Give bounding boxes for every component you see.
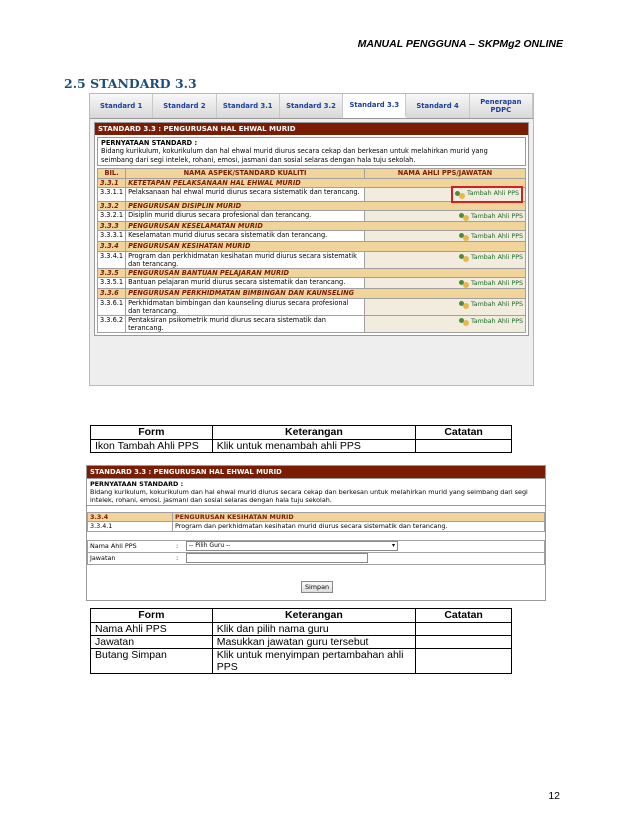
aspect-detail-table xyxy=(87,512,545,532)
tab-standard[interactable]: Standard 4 xyxy=(406,94,469,118)
aspect-text: Keselamatan murid diurus secara sistematik dan terancang. xyxy=(126,231,365,242)
col-aspect: NAMA ASPEK/STANDARD KUALITI xyxy=(126,169,365,179)
tab-standard[interactable]: Standard 2 xyxy=(153,94,216,118)
form-table-1 xyxy=(90,425,512,453)
add-people-icon xyxy=(459,280,469,288)
section-row xyxy=(98,222,526,231)
aspect-row xyxy=(98,251,526,268)
row-number: 3.3.1.1 xyxy=(98,188,126,201)
row-number: 3.3.6.2 xyxy=(98,316,126,333)
table-header: Keterangan xyxy=(212,609,415,623)
col-member: NAMA AHLI PPS/JAWATAN xyxy=(365,169,526,179)
row-number: 3.3.6.1 xyxy=(98,298,126,315)
aspect-row xyxy=(98,210,526,221)
row-number: 3.3.5 xyxy=(98,269,126,278)
col-bil: BIL. xyxy=(98,169,126,179)
manual-header: MANUAL PENGGUNA – SKPMg2 ONLINE xyxy=(357,38,563,50)
add-member-label: Tambah Ahli PPS xyxy=(470,253,523,261)
tab-standard[interactable]: Standard 3.3 xyxy=(343,94,406,118)
statement-heading: PERNYATAAN STANDARD : xyxy=(90,480,184,488)
table-cell: Klik untuk menyimpan pertambahan ahli PPS xyxy=(212,649,415,674)
aspect-text: Disiplin murid diurus secara profesional dan terancang. xyxy=(126,210,365,221)
table-row xyxy=(91,440,512,453)
row-number: 3.3.3.1 xyxy=(98,231,126,242)
table-cell: Ikon Tambah Ahli PPS xyxy=(91,440,213,453)
colon: : xyxy=(176,541,179,550)
colon: : xyxy=(176,553,179,562)
statement-text: Bidang kurikulum, kokurikulum dan hal ehwal murid diurus secara cekap dan berkesan untuk melahirkan murid yang seimbang dari segi intelek, rohani, emosi, jasmani dan sosial selaras dengan hala tuju sekolah. xyxy=(90,488,528,504)
add-member-button[interactable] xyxy=(459,231,523,241)
aspect-text: Program dan perkhidmatan kesihatan murid diurus secara sistematik dan terancang. xyxy=(126,251,365,268)
statement-text: Bidang kurikulum, kokurikulum dan hal ehwal murid diurus secara cekap dan berkesan untuk melahirkan murid yang seimbang dari segi intelek, rohani, emosi, jasmani dan sosial selaras dengan hala tuju sekolah. xyxy=(101,147,488,164)
section-name: PENGURUSAN KESIHATAN MURID xyxy=(126,242,526,251)
aspect-text: Pelaksanaan hal ehwal murid diurus secara sistematik dan terancang. xyxy=(126,188,365,201)
add-people-icon xyxy=(459,301,469,309)
form-table-2 xyxy=(90,608,512,674)
section-name: KETETAPAN PELAKSANAAN HAL EHWAL MURID xyxy=(126,179,526,188)
row-number: 3.3.1 xyxy=(98,179,126,188)
section-name: PENGURUSAN BANTUAN PELAJARAN MURID xyxy=(126,269,526,278)
aspect-row xyxy=(98,316,526,333)
teacher-select-value: -- Pilih Guru -- xyxy=(189,542,231,550)
section-title: 2.5 STANDARD 3.3 xyxy=(64,76,197,91)
table-header: Form xyxy=(91,609,213,623)
dropdown-arrow-icon: ▾ xyxy=(391,542,395,550)
table-cell: Klik dan pilih nama guru xyxy=(212,623,415,636)
table-row xyxy=(91,636,512,649)
table-cell xyxy=(416,623,512,636)
table-header: Catatan xyxy=(416,426,512,440)
section-row xyxy=(98,201,526,210)
row-number: 3.3.3 xyxy=(98,222,126,231)
section-name: PENGURUSAN KESELAMATAN MURID xyxy=(126,222,526,231)
aspect-row xyxy=(98,188,526,201)
table-row xyxy=(91,649,512,674)
section-name: PENGURUSAN PERKHIDMATAN BIMBINGAN DAN KAUNSELING xyxy=(126,289,526,298)
add-people-icon xyxy=(459,318,469,326)
standard-statement xyxy=(87,478,545,506)
aspect-row xyxy=(98,298,526,315)
aspect-table xyxy=(97,168,526,333)
add-member-button[interactable] xyxy=(459,299,523,309)
add-member-button[interactable] xyxy=(459,278,523,288)
panel-title: STANDARD 3.3 : PENGURUSAN HAL EHWAL MURID xyxy=(87,466,545,478)
standard-panel xyxy=(94,122,529,336)
item-number: 3.3.4.1 xyxy=(88,522,173,531)
table-row xyxy=(91,623,512,636)
row-number: 3.3.5.1 xyxy=(98,278,126,289)
add-member-form xyxy=(87,540,545,565)
teacher-select[interactable] xyxy=(186,541,398,551)
tab-standard[interactable]: Standard 3.1 xyxy=(217,94,280,118)
tab-standard[interactable]: Standard 1 xyxy=(90,94,153,118)
position-label: Jawatan xyxy=(90,553,116,562)
position-input[interactable] xyxy=(186,553,368,563)
section-row xyxy=(98,269,526,278)
section-row xyxy=(98,242,526,251)
table-cell: Jawatan xyxy=(91,636,213,649)
aspect-text: Perkhidmatan bimbingan dan kaunseling diurus secara profesional dan terancang. xyxy=(126,298,365,315)
table-cell: Masukkan jawatan guru tersebut xyxy=(212,636,415,649)
add-member-button[interactable] xyxy=(453,188,521,200)
table-header: Catatan xyxy=(416,609,512,623)
aspect-row xyxy=(98,278,526,289)
panel-title: STANDARD 3.3 : PENGURUSAN HAL EHWAL MURID xyxy=(95,123,528,135)
row-number: 3.3.6 xyxy=(98,289,126,298)
add-member-label: Tambah Ahli PPS xyxy=(470,280,523,288)
aspect-row xyxy=(98,231,526,242)
add-people-icon xyxy=(459,213,469,221)
add-member-label: Tambah Ahli PPS xyxy=(470,300,523,308)
table-cell xyxy=(416,440,512,453)
tab-standard[interactable]: Penerapan PDPC xyxy=(470,94,533,118)
table-header: Keterangan xyxy=(212,426,415,440)
standard-tabs xyxy=(90,94,533,119)
section-number: 3.3.4 xyxy=(88,513,173,522)
add-member-button[interactable] xyxy=(459,252,523,262)
standard-screenshot xyxy=(89,93,534,386)
section-name: PENGURUSAN DISIPLIN MURID xyxy=(126,201,526,210)
row-number: 3.3.4 xyxy=(98,242,126,251)
add-people-icon xyxy=(459,254,469,262)
add-member-label: Tambah Ahli PPS xyxy=(470,318,523,326)
add-people-icon xyxy=(459,233,469,241)
table-cell xyxy=(416,649,512,674)
standard-statement xyxy=(97,137,526,166)
row-number: 3.3.2 xyxy=(98,201,126,210)
add-member-button[interactable] xyxy=(459,316,523,326)
item-text: Program dan perkhidmatan kesihatan murid diurus secara sistematik dan terancang. xyxy=(173,522,545,531)
add-people-icon xyxy=(455,191,465,199)
section-row xyxy=(98,179,526,188)
tab-standard[interactable]: Standard 3.2 xyxy=(280,94,343,118)
member-name-label: Nama Ahli PPS xyxy=(90,541,137,550)
aspect-text: Pentaksiran psikometrik murid diurus secara sistematik dan terancang. xyxy=(126,316,365,333)
table-header: Form xyxy=(91,426,213,440)
section-row xyxy=(98,289,526,298)
table-cell: Butang Simpan xyxy=(91,649,213,674)
table-cell xyxy=(416,636,512,649)
section-name: PENGURUSAN KESIHATAN MURID xyxy=(173,513,545,522)
page-number: 12 xyxy=(548,790,560,802)
statement-heading: PERNYATAAN STANDARD : xyxy=(101,139,198,147)
save-button[interactable]: Simpan xyxy=(301,581,333,593)
row-number: 3.3.4.1 xyxy=(98,251,126,268)
add-member-label: Tambah Ahli PPS xyxy=(470,212,523,220)
add-member-label: Tambah Ahli PPS xyxy=(466,190,519,198)
add-member-label: Tambah Ahli PPS xyxy=(470,233,523,241)
aspect-text: Bantuan pelajaran murid diurus secara sistematik dan terancang. xyxy=(126,278,365,289)
row-number: 3.3.2.1 xyxy=(98,210,126,221)
add-member-button[interactable] xyxy=(459,211,523,221)
table-cell: Klik untuk menambah ahli PPS xyxy=(212,440,415,453)
table-cell: Nama Ahli PPS xyxy=(91,623,213,636)
add-member-screenshot xyxy=(86,465,546,601)
